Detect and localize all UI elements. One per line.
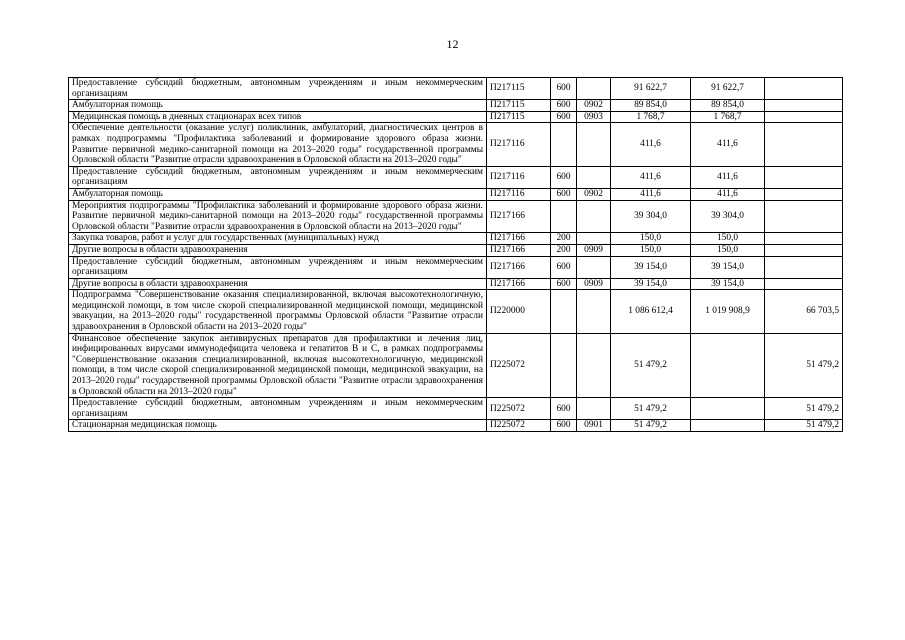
federal-amount-cell (765, 244, 843, 256)
target-code-cell: П217166 (487, 256, 551, 278)
table-row (69, 244, 843, 256)
regional-amount-cell: 411,6 (691, 123, 765, 166)
federal-amount-cell: 51 479,2 (765, 333, 843, 398)
total-amount-cell: 1 086 612,4 (611, 290, 691, 333)
description-cell: Мероприятия подпрограммы "Профилактика заболеваний и формирование здорового образа жизни. Развитие первичной медико-санитарной помощи на 2013–2020 годы" государственной программы Орловской области "Развитие отрасли здравоохранения в Орловской области на 2013–2020 годы" (69, 200, 487, 233)
target-code-cell: П217166 (487, 200, 551, 233)
budget-table (68, 77, 843, 432)
regional-amount-cell: 39 304,0 (691, 200, 765, 233)
description-cell: Амбулаторная помощь (69, 188, 487, 200)
regional-amount-cell (691, 420, 765, 432)
target-code-cell: П225072 (487, 398, 551, 420)
description-cell: Обеспечение деятельности (оказание услуг) поликлиник, амбулаторий, диагностических центров в рамках подпрограммы "Профилактика заболеваний и формирование здорового образа жизни. Развитие первичной медико-санитарной помощи на 2013–2020 годы" государственной программы Орловской области "Развитие отрасли здравоохранения в Орловской области на 2013–2020 годы" (69, 123, 487, 166)
table-row (69, 100, 843, 112)
section-code-cell (577, 78, 611, 100)
expense-type-cell: 600 (551, 166, 577, 188)
page-number: 12 (446, 37, 459, 51)
description-cell: Другие вопросы в области здравоохранения (69, 244, 487, 256)
federal-amount-cell (765, 111, 843, 123)
target-code-cell: П217115 (487, 78, 551, 100)
federal-amount-cell (765, 256, 843, 278)
target-code-cell: П220000 (487, 290, 551, 333)
total-amount-cell: 39 154,0 (611, 256, 691, 278)
total-amount-cell: 51 479,2 (611, 333, 691, 398)
table-row (69, 398, 843, 420)
federal-amount-cell (765, 166, 843, 188)
federal-amount-cell (765, 188, 843, 200)
section-code-cell: 0901 (577, 420, 611, 432)
section-code-cell: 0902 (577, 100, 611, 112)
description-cell: Предоставление субсидий бюджетным, автономным учреждениям и иным некоммерческим организациям (69, 256, 487, 278)
description-cell: Предоставление субсидий бюджетным, автономным учреждениям и иным некоммерческим организациям (69, 398, 487, 420)
expense-type-cell: 600 (551, 256, 577, 278)
expense-type-cell: 600 (551, 78, 577, 100)
target-code-cell: П217116 (487, 123, 551, 166)
table-row (69, 233, 843, 245)
expense-type-cell: 600 (551, 278, 577, 290)
table-row (69, 78, 843, 100)
table-row (69, 420, 843, 432)
section-code-cell (577, 200, 611, 233)
description-cell: Подпрограмма "Совершенствование оказания специализированной, включая высокотехнологичную, медицинской помощи, в том числе скорой специализированной медицинской помощи, медицинской эвакуации, на 2013–2020 годы" государственной программы Орловской области "Развитие отрасли здравоохранения в Орловской области на 2013–2020 годы" (69, 290, 487, 333)
target-code-cell: П217166 (487, 278, 551, 290)
section-code-cell: 0902 (577, 188, 611, 200)
section-code-cell (577, 233, 611, 245)
target-code-cell: П217116 (487, 188, 551, 200)
table-row (69, 200, 843, 233)
description-cell: Предоставление субсидий бюджетным, автономным учреждениям и иным некоммерческим организациям (69, 78, 487, 100)
regional-amount-cell: 150,0 (691, 244, 765, 256)
total-amount-cell: 1 768,7 (611, 111, 691, 123)
federal-amount-cell (765, 200, 843, 233)
regional-amount-cell: 39 154,0 (691, 278, 765, 290)
total-amount-cell: 150,0 (611, 244, 691, 256)
total-amount-cell: 411,6 (611, 123, 691, 166)
target-code-cell: П217115 (487, 111, 551, 123)
federal-amount-cell: 51 479,2 (765, 398, 843, 420)
target-code-cell: П217166 (487, 244, 551, 256)
description-cell: Медицинская помощь в дневных стационарах всех типов (69, 111, 487, 123)
federal-amount-cell (765, 100, 843, 112)
federal-amount-cell (765, 123, 843, 166)
section-code-cell (577, 398, 611, 420)
total-amount-cell: 51 479,2 (611, 420, 691, 432)
section-code-cell (577, 256, 611, 278)
target-code-cell: П225072 (487, 420, 551, 432)
total-amount-cell: 39 154,0 (611, 278, 691, 290)
regional-amount-cell: 1 768,7 (691, 111, 765, 123)
federal-amount-cell: 51 479,2 (765, 420, 843, 432)
regional-amount-cell (691, 398, 765, 420)
expense-type-cell (551, 333, 577, 398)
total-amount-cell: 89 854,0 (611, 100, 691, 112)
table-row (69, 123, 843, 166)
regional-amount-cell: 150,0 (691, 233, 765, 245)
regional-amount-cell: 39 154,0 (691, 256, 765, 278)
table-row (69, 290, 843, 333)
expense-type-cell (551, 290, 577, 333)
description-cell: Предоставление субсидий бюджетным, автономным учреждениям и иным некоммерческим организациям (69, 166, 487, 188)
expense-type-cell: 600 (551, 100, 577, 112)
federal-amount-cell (765, 278, 843, 290)
regional-amount-cell: 91 622,7 (691, 78, 765, 100)
target-code-cell: П217115 (487, 100, 551, 112)
total-amount-cell: 411,6 (611, 166, 691, 188)
total-amount-cell: 91 622,7 (611, 78, 691, 100)
expense-type-cell: 600 (551, 111, 577, 123)
section-code-cell: 0909 (577, 244, 611, 256)
description-cell: Закупка товаров, работ и услуг для государственных (муниципальных) нужд (69, 233, 487, 245)
section-code-cell: 0909 (577, 278, 611, 290)
federal-amount-cell (765, 78, 843, 100)
description-cell: Амбулаторная помощь (69, 100, 487, 112)
table-body (69, 78, 843, 432)
section-code-cell (577, 290, 611, 333)
expense-type-cell (551, 200, 577, 233)
table-row (69, 333, 843, 398)
table-row (69, 166, 843, 188)
regional-amount-cell: 411,6 (691, 166, 765, 188)
table-row (69, 111, 843, 123)
section-code-cell (577, 333, 611, 398)
total-amount-cell: 51 479,2 (611, 398, 691, 420)
regional-amount-cell: 89 854,0 (691, 100, 765, 112)
total-amount-cell: 411,6 (611, 188, 691, 200)
regional-amount-cell (691, 333, 765, 398)
description-cell: Стационарная медицинская помощь (69, 420, 487, 432)
expense-type-cell: 600 (551, 188, 577, 200)
expense-type-cell: 200 (551, 233, 577, 245)
table-row (69, 256, 843, 278)
target-code-cell: П225072 (487, 333, 551, 398)
section-code-cell (577, 166, 611, 188)
expense-type-cell: 200 (551, 244, 577, 256)
table-row (69, 278, 843, 290)
federal-amount-cell: 66 703,5 (765, 290, 843, 333)
expense-type-cell: 600 (551, 420, 577, 432)
description-cell: Другие вопросы в области здравоохранения (69, 278, 487, 290)
federal-amount-cell (765, 233, 843, 245)
expense-type-cell: 600 (551, 398, 577, 420)
table-row (69, 188, 843, 200)
target-code-cell: П217166 (487, 233, 551, 245)
total-amount-cell: 150,0 (611, 233, 691, 245)
regional-amount-cell: 1 019 908,9 (691, 290, 765, 333)
section-code-cell (577, 123, 611, 166)
total-amount-cell: 39 304,0 (611, 200, 691, 233)
target-code-cell: П217116 (487, 166, 551, 188)
section-code-cell: 0903 (577, 111, 611, 123)
description-cell: Финансовое обеспечение закупок антивирусных препаратов для профилактики и лечения лиц, инфицированных вирусами иммунодефицита человека и гепатитов В и С, в рамках подпрограммы "Совершенствование оказания специализированной, включая высокотехнологичную, медицинской помощи, в том числе скорой специализированной медицинской помощи, медицинской эвакуации, на 2013–2020 годы" государственной программы Орловской области "Развитие отрасли здравоохранения в Орловской области на 2013–2020 годы" (69, 333, 487, 398)
expense-type-cell (551, 123, 577, 166)
regional-amount-cell: 411,6 (691, 188, 765, 200)
